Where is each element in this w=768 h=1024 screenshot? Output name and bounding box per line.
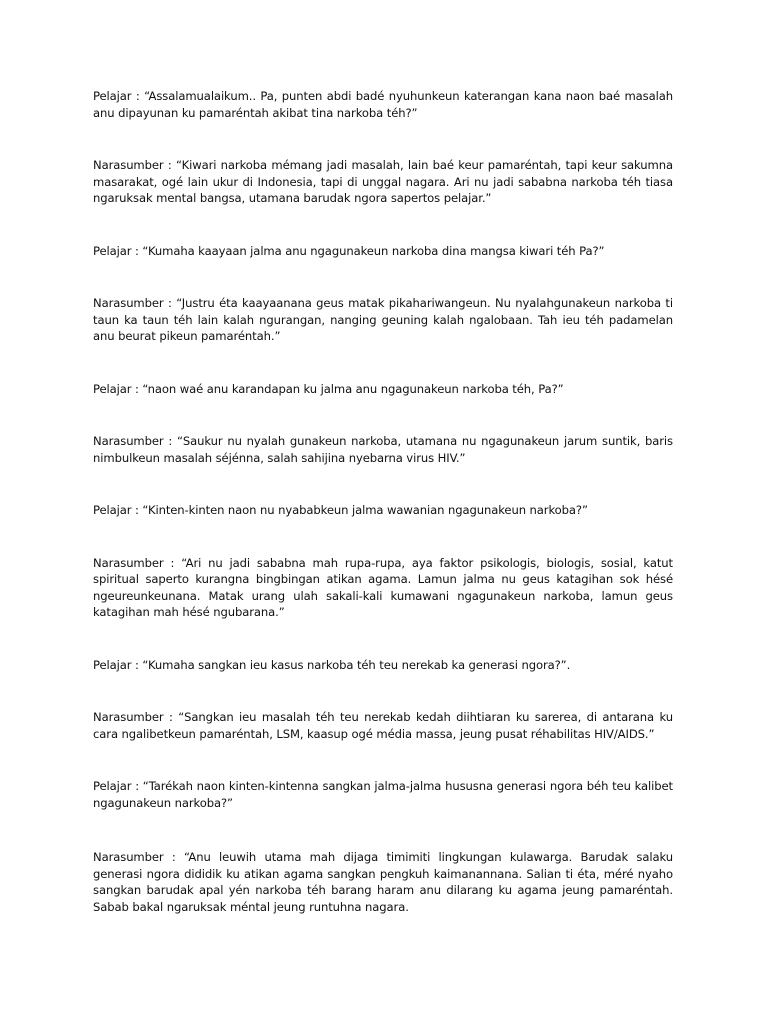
paragraph-gap [93, 621, 673, 657]
dialog-paragraph-speaker: Narasumber : “Anu leuwih utama mah dijaga timimiti lingkungan kulawarga. Barudak salaku generasi ngora dididik ku atikan agama sangkan pengkuh kaimanannana. Salian ti éta, méré nyaho sangkan barudak apal yén narkoba téh barang haram anu dilarang ku agama jeung pamaréntah. Sabab bakal ngaruksak méntal jeung runtuhna nagara. [93, 850, 673, 914]
dialog-paragraph-student: Pelajar : “Kinten-kinten naon nu nyababkeun jalma wawanian ngagunakeun narkoba?” [93, 503, 588, 517]
dialog-paragraph-student: Pelajar : “Kumaha kaayaan jalma anu ngagunakeun narkoba dina mangsa kiwari téh Pa?” [93, 243, 605, 258]
paragraph-gap [93, 207, 673, 243]
dialog-paragraph-student: Pelajar : “naon waé anu karandapan ku jalma anu ngagunakeun narkoba téh, Pa?” [93, 381, 564, 396]
dialog-paragraph-speaker: Narasumber : “Kiwari narkoba mémang jadi masalah, lain baé keur pamaréntah, tapi keur sakumna masarakat, ogé lain ukur di Indonesia, tapi di unggal nagara. Ari nu jadi sababna narkoba téh tiasa ngaruksak mental bangsa, utamana barudak ngora sapertos pelajar.” [93, 158, 673, 205]
paragraph-gap [93, 673, 673, 709]
document-page [93, 88, 673, 915]
dialog-paragraph-speaker: Narasumber : “Saukur nu nyalah gunakeun narkoba, utamana nu ngagunakeun jarum suntik, baris nimbulkeun masalah séjénna, salah sahijina nyebarna virus HIV.” [93, 434, 673, 465]
dialog-paragraph-student: Pelajar : “Assalamualaikum.. Pa, punten abdi badé nyuhunkeun katerangan kana naon baé masalah anu dipayunan ku pamaréntah akibat tina narkoba téh?” [93, 89, 673, 120]
paragraph-gap [93, 466, 673, 502]
paragraph-gap [93, 345, 673, 381]
dialog-paragraph-student: Pelajar : “Kumaha sangkan ieu kasus narkoba téh teu nerekab ka generasi ngora?”. [93, 657, 571, 672]
paragraph-gap [93, 397, 673, 433]
paragraph-gap [93, 121, 673, 157]
paragraph-gap [93, 742, 673, 778]
paragraph-gap [93, 811, 673, 849]
dialog-paragraph-student: Pelajar : “Tarékah naon kinten-kintenna sangkan jalma-jalma hususna generasi ngora béh teu kalibet ngagunakeun narkoba?” [93, 779, 673, 810]
dialog-paragraph-speaker: Narasumber : “Justru éta kaayaanana geus matak pikahariwangeun. Nu nyalahgunakeun narkoba ti taun ka taun téh lain kalah ngurangan, nanging geuning kalah ngalobaan. Tah ieu téh padamelan anu beurat pikeun pamaréntah.” [93, 296, 673, 343]
dialog-paragraph-speaker: Narasumber : “Sangkan ieu masalah téh teu nerekab kedah diihtiaran ku sarerea, di antarana ku cara ngalibetkeun pamaréntah, LSM, kaasup ogé média massa, jeung pusat réhabilitas HIV/AIDS.” [93, 710, 673, 741]
paragraph-gap [93, 519, 673, 555]
paragraph-gap [93, 259, 673, 295]
dialog-paragraph-speaker: Narasumber : “Ari nu jadi sababna mah rupa-rupa, aya faktor psikologis, biologis, sosial, katut spiritual saperto kurangna bingbingan atikan agama. Lamun jalma nu geus katagihan sok hésé ngeureunkeunana. Matak urang ulah sakali-kali kumawani ngagunakeun narkoba, lamun geus katagihan mah hésé ngubarana.” [93, 555, 673, 619]
